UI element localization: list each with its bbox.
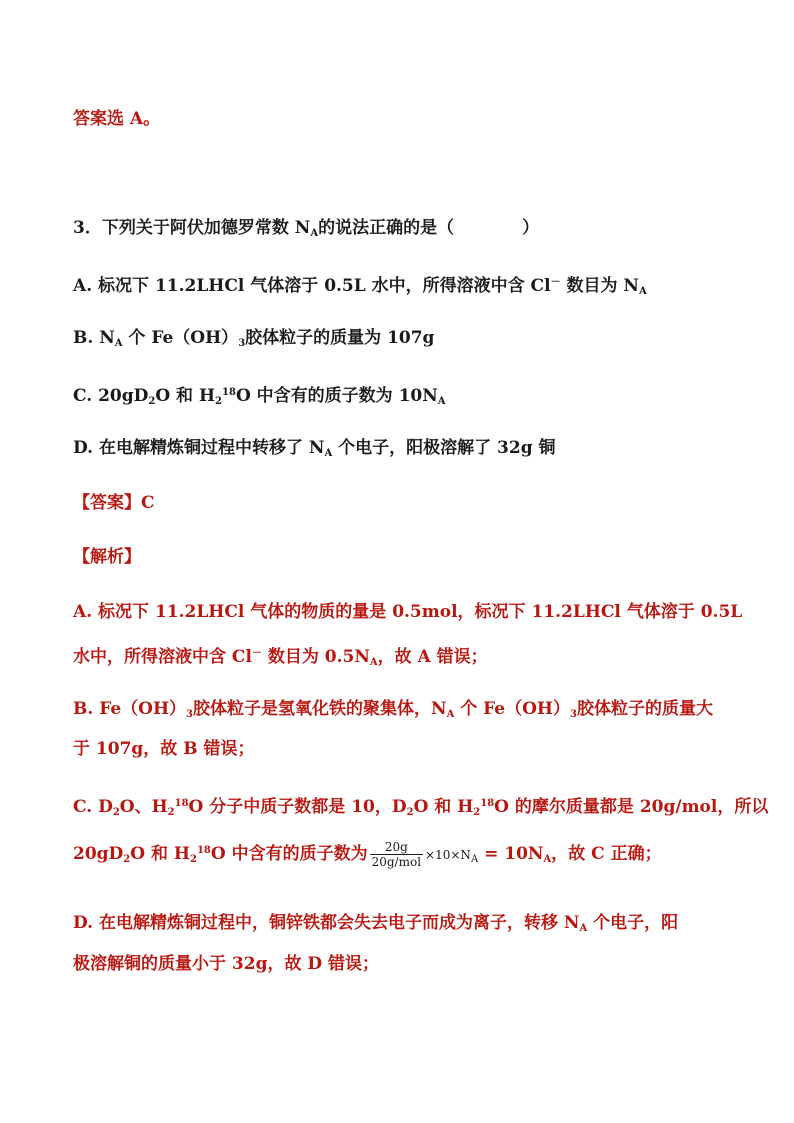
analysis-text: O 的摩尔质量都是 20g/mol，所以 (494, 797, 769, 817)
answer-line (73, 492, 155, 514)
option-b-text: B. N (73, 328, 115, 348)
subscript: 2 (473, 807, 481, 818)
option-d (73, 437, 556, 465)
superscript: 18 (222, 387, 236, 398)
analysis-text: 个 Fe（OH） (454, 699, 570, 719)
option-b-text2: 个 Fe（OH） (122, 328, 239, 348)
analysis-text: ，故 C 正确； (551, 844, 662, 864)
previous-answer: 答案选 A。 (73, 109, 161, 129)
analysis-text: D. 在电解精炼铜过程中，铜锌铁都会失去电子而成为离子，转移 N (73, 913, 580, 933)
superscript: 18 (174, 798, 189, 809)
question-text-end: 的说法正确的是（ ） (318, 218, 540, 238)
fraction-denominator: 20g/mol (371, 855, 422, 869)
analysis-d-line1 (73, 912, 678, 940)
subscript: A (638, 286, 647, 297)
subscript: 2 (123, 854, 131, 865)
analysis-b-line2: 于 107g，故 B 错误； (73, 739, 255, 759)
subscript: A (543, 854, 552, 865)
analysis-b-line1 (73, 698, 713, 726)
analysis-text: 个电子，阳 (587, 913, 679, 933)
superscript: － (550, 277, 561, 288)
subscript: A (446, 709, 455, 720)
subscript: 2 (148, 396, 156, 407)
option-b (73, 327, 434, 355)
superscript: － (251, 648, 262, 659)
option-d-text: D. 在电解精炼铜过程中转移了 N (73, 438, 325, 458)
question-text: 下列关于阿伏加德罗常数 N (101, 218, 311, 238)
analysis-text: 数目为 0.5N (261, 647, 370, 667)
subscript: 2 (215, 396, 223, 407)
analysis-text: O 和 H (413, 797, 474, 817)
analysis-text: O 和 H (130, 844, 190, 864)
subscript: A (310, 228, 319, 239)
fraction (370, 840, 423, 869)
analysis-text: 水中，所得溶液中含 Cl (73, 647, 252, 667)
analysis-text: 20gD (73, 844, 124, 864)
option-c (73, 382, 446, 413)
option-c-text3: O 中含有的质子数为 10N (235, 386, 438, 406)
subscript: 2 (167, 807, 175, 818)
subscript: A (324, 448, 333, 459)
subscript: A (369, 657, 378, 668)
subscript: A (437, 396, 446, 407)
option-c-text2: O 和 H (155, 386, 216, 406)
option-d-text2: 个电子，阳极溶解了 32g 铜 (332, 438, 556, 458)
formula-text: ×10×N (425, 848, 471, 862)
analysis-c-line2 (73, 840, 662, 871)
analysis-label: 【解析】 (73, 547, 141, 567)
analysis-text: 胶体粒子是氢氧化铁的聚集体，N (193, 699, 447, 719)
subscript: 3 (186, 709, 194, 720)
fraction-numerator: 20g (370, 840, 423, 855)
analysis-a-line2 (73, 643, 488, 674)
analysis-text: ，故 A 错误； (377, 647, 488, 667)
analysis-text: = 10N (478, 844, 544, 864)
analysis-c-line1 (73, 793, 768, 824)
analysis-text: 胶体粒子的质量大 (576, 699, 713, 719)
analysis-a-line1: A. 标况下 11.2LHCl 气体的物质的量是 0.5mol，标况下 11.2LHCl 气体溶于 0.5L (73, 602, 743, 622)
subscript: A (579, 923, 588, 934)
subscript: 3 (238, 338, 246, 349)
subscript: 2 (189, 854, 197, 865)
question-number: 3． (73, 218, 102, 238)
subscript: 2 (112, 807, 120, 818)
answer-value: C (141, 493, 155, 513)
analysis-text: O 分子中质子数都是 10，D (188, 797, 407, 817)
analysis-text: C. D (73, 797, 113, 817)
option-b-text3: 胶体粒子的质量为 107g (245, 328, 435, 348)
superscript: 18 (480, 798, 495, 809)
subscript: 3 (570, 709, 577, 720)
subscript: A (470, 854, 479, 865)
analysis-text: B. Fe（OH） (73, 699, 187, 719)
subscript: A (114, 338, 123, 349)
analysis-text: O 中含有的质子数为 (210, 844, 368, 864)
question-stem (73, 217, 539, 245)
superscript: 18 (196, 845, 211, 856)
option-c-text: C. 20gD (73, 386, 149, 406)
answer-label: 【答案】 (73, 493, 141, 513)
analysis-d-line2: 极溶解铜的质量小于 32g，故 D 错误； (73, 954, 380, 974)
option-a (73, 272, 647, 303)
option-a-text: A. 标况下 11.2LHCl 气体溶于 0.5L 水中，所得溶液中含 Cl (73, 276, 551, 296)
option-a-text2: 数目为 N (560, 276, 639, 296)
subscript: 2 (406, 807, 414, 818)
analysis-text: O、H (119, 797, 168, 817)
